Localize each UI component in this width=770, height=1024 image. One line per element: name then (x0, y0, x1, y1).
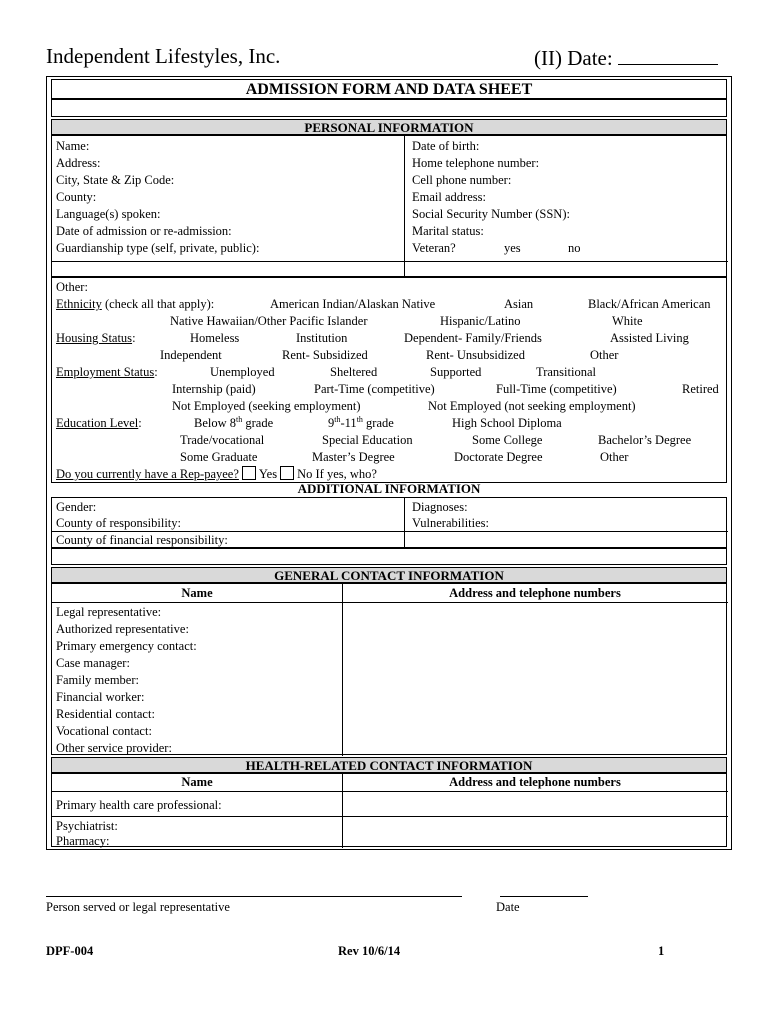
field-ssn[interactable]: Social Security Number (SSN): (412, 207, 570, 221)
housing-label: Housing Status: (56, 331, 136, 345)
employment-label: Employment Status: (56, 365, 158, 379)
contact-row[interactable]: Legal representative: (56, 605, 162, 619)
ethnicity-option[interactable]: Native Hawaiian/Other Pacific Islander (170, 314, 368, 328)
form-id: DPF-004 (46, 944, 94, 958)
field-diagnoses[interactable]: Diagnoses: (412, 500, 468, 514)
field-veteran[interactable]: Veteran? (412, 241, 456, 255)
blank-row (51, 548, 727, 565)
additional-info-grid (51, 497, 727, 548)
veteran-yes-option[interactable]: yes (504, 241, 521, 255)
education-label: Education Level: (56, 416, 142, 430)
signature-date-line[interactable] (500, 896, 588, 897)
field-gender[interactable]: Gender: (56, 500, 97, 514)
contact-row[interactable]: Family member: (56, 673, 139, 687)
field-vulnerabilities[interactable]: Vulnerabilities: (412, 516, 490, 530)
education-option[interactable]: Special Education (322, 433, 413, 447)
signature-label: Person served or legal representative (46, 900, 230, 914)
field-admission-date[interactable]: Date of admission or re-admission: (56, 224, 232, 238)
education-option[interactable]: Trade/vocational (180, 433, 265, 447)
admission-form (46, 76, 732, 850)
divider (404, 498, 405, 549)
ethnicity-option[interactable]: Hispanic/Latino (440, 314, 521, 328)
education-option[interactable]: Doctorate Degree (454, 450, 543, 464)
field-languages[interactable]: Language(s) spoken: (56, 207, 161, 221)
housing-option[interactable]: Other (590, 348, 619, 362)
column-header-address: Address and telephone numbers (449, 586, 621, 600)
personal-info-grid (51, 135, 727, 277)
housing-option[interactable]: Rent- Subsidized (282, 348, 368, 362)
employment-option[interactable]: Unemployed (210, 365, 275, 379)
field-address[interactable]: Address: (56, 156, 101, 170)
demographics-block (51, 277, 727, 483)
employment-option[interactable]: Transitional (536, 365, 596, 379)
employment-option[interactable]: Not Employed (seeking employment) (172, 399, 361, 413)
company-name: Independent Lifestyles, Inc. (46, 44, 281, 68)
field-cell-phone[interactable]: Cell phone number: (412, 173, 512, 187)
contact-row[interactable]: Financial worker: (56, 690, 145, 704)
field-dob[interactable]: Date of birth: (412, 139, 480, 153)
health-contact-table (51, 773, 727, 847)
education-option[interactable]: High School Diploma (452, 416, 562, 430)
ethnicity-option[interactable]: Black/African American (588, 297, 711, 311)
repayee-no-checkbox[interactable] (280, 466, 294, 480)
contact-row[interactable]: Primary emergency contact: (56, 639, 197, 653)
ethnicity-label: Ethnicity (check all that apply): (56, 297, 215, 311)
health-contact-row[interactable]: Primary health care professional: (56, 798, 222, 812)
repayee-question: Do you currently have a Rep-payee? Yes No If yes, who? (56, 467, 377, 481)
divider (342, 584, 343, 756)
education-option[interactable]: Some Graduate (180, 450, 258, 464)
contact-row[interactable]: Residential contact: (56, 707, 155, 721)
field-guardianship[interactable]: Guardianship type (self, private, public): (56, 241, 260, 255)
date-blank[interactable] (618, 44, 718, 65)
field-county-financial[interactable]: County of financial responsibility: (56, 533, 228, 547)
ethnicity-option[interactable]: American Indian/Alaskan Native (270, 297, 436, 311)
field-name[interactable]: Name: (56, 139, 90, 153)
housing-option[interactable]: Dependent- Family/Friends (404, 331, 542, 345)
ethnicity-option[interactable]: White (612, 314, 643, 328)
general-contact-table (51, 583, 727, 755)
employment-option[interactable]: Supported (430, 365, 482, 379)
personal-info-heading: PERSONAL INFORMATION (51, 119, 727, 135)
housing-option[interactable]: Independent (160, 348, 222, 362)
education-option[interactable]: Other (600, 450, 629, 464)
education-option-9th-11th[interactable]: 9th-11th grade (328, 414, 394, 430)
contact-row[interactable]: Other service provider: (56, 741, 172, 755)
housing-option[interactable]: Homeless (190, 331, 240, 345)
field-email[interactable]: Email address: (412, 190, 486, 204)
field-county[interactable]: County: (56, 190, 97, 204)
signature-date-label: Date (496, 900, 520, 914)
field-other[interactable]: Other: (56, 280, 88, 294)
employment-option[interactable]: Full-Time (competitive) (496, 382, 617, 396)
repayee-yes-checkbox[interactable] (242, 466, 256, 480)
column-header-address: Address and telephone numbers (449, 775, 621, 789)
blank-row (51, 99, 727, 117)
field-home-phone[interactable]: Home telephone number: (412, 156, 540, 170)
form-title: ADMISSION FORM AND DATA SHEET (51, 79, 727, 99)
divider (52, 816, 728, 817)
education-option-below-8th[interactable]: Below 8th grade (194, 414, 274, 430)
education-option[interactable]: Master’s Degree (312, 450, 395, 464)
contact-row[interactable]: Case manager: (56, 656, 130, 670)
divider (52, 602, 728, 603)
employment-option[interactable]: Internship (paid) (172, 382, 256, 396)
column-header-name: Name (181, 775, 213, 789)
field-county-responsibility[interactable]: County of responsibility: (56, 516, 181, 530)
date-label: (II) Date: (534, 44, 718, 71)
column-header-name: Name (181, 586, 213, 600)
health-contact-row[interactable]: Psychiatrist: (56, 819, 118, 833)
divider (404, 136, 405, 278)
contact-row[interactable]: Vocational contact: (56, 724, 152, 738)
revision: Rev 10/6/14 (338, 944, 401, 958)
page-number: 1 (658, 944, 665, 958)
veteran-no-option[interactable]: no (568, 241, 581, 255)
ethnicity-option[interactable]: Asian (504, 297, 534, 311)
divider (52, 261, 728, 262)
employment-option[interactable]: Part-Time (competitive) (314, 382, 435, 396)
field-marital-status[interactable]: Marital status: (412, 224, 484, 238)
additional-info-heading: ADDITIONAL INFORMATION (297, 481, 481, 496)
employment-option[interactable]: Not Employed (not seeking employment) (428, 399, 636, 413)
divider (52, 791, 728, 792)
health-contact-heading: HEALTH-RELATED CONTACT INFORMATION (51, 757, 727, 773)
health-contact-row[interactable]: Pharmacy: (56, 834, 110, 848)
employment-option[interactable]: Sheltered (330, 365, 378, 379)
education-option[interactable]: Bachelor’s Degree (598, 433, 692, 447)
housing-option[interactable]: Assisted Living (610, 331, 689, 345)
education-option[interactable]: Some College (472, 433, 543, 447)
signature-line[interactable] (46, 896, 462, 897)
contact-row[interactable]: Authorized representative: (56, 622, 189, 636)
general-contact-heading: GENERAL CONTACT INFORMATION (51, 567, 727, 583)
page-header (46, 44, 730, 74)
employment-option[interactable]: Retired (682, 382, 719, 396)
housing-option[interactable]: Institution (296, 331, 348, 345)
housing-option[interactable]: Rent- Unsubsidized (426, 348, 525, 362)
field-city-state-zip[interactable]: City, State & Zip Code: (56, 173, 175, 187)
